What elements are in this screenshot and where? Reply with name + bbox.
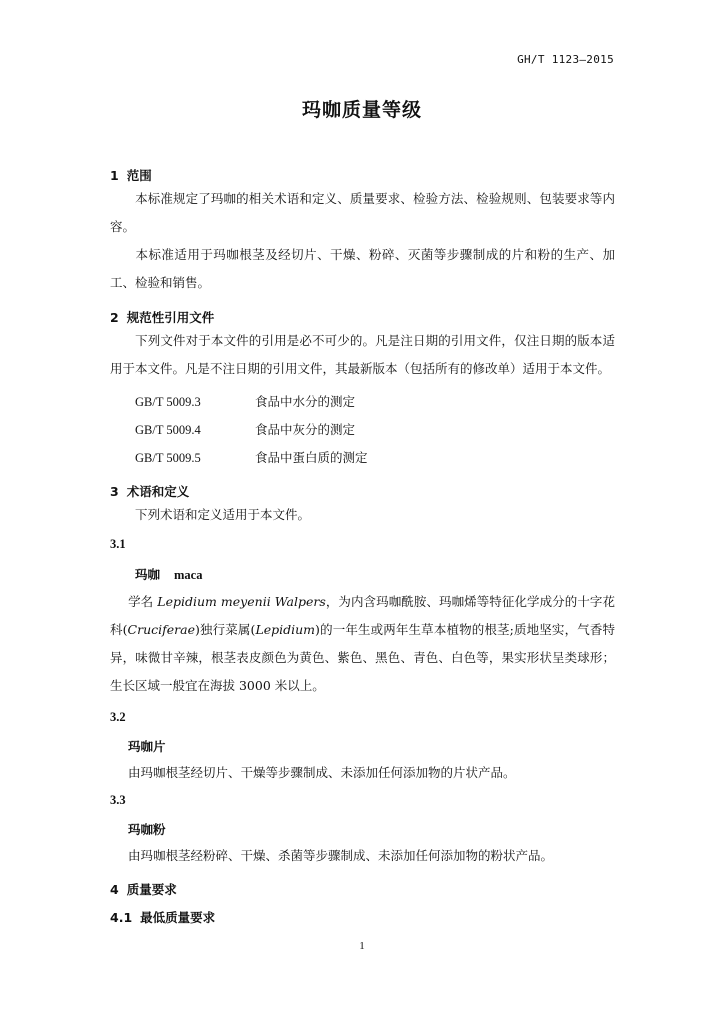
term-heading <box>128 820 166 838</box>
reference-code: GB/T 5009.3 <box>135 395 201 409</box>
section-title: 范围 <box>126 168 152 183</box>
term-chinese: 玛咖粉 <box>128 822 166 837</box>
definition-text: )的一年生或两年生草本植物的根茎;质地坚实，气香特异，味微甘辛辣，根茎表皮颜色为黄色、紫色、黑色、青色、白色等，果实形状呈类球形；生长区域一般宜在海拔 3000 米以上。 <box>110 622 615 693</box>
section-number: 3 <box>110 484 119 499</box>
definition-text: ，为内含玛咖酰胺、玛咖烯等特征化学成分的十字花科( <box>110 594 615 637</box>
term-heading <box>128 737 166 755</box>
term-english: maca <box>174 568 203 582</box>
section-2-paragraph-1 <box>110 327 615 383</box>
reference-item <box>135 448 368 466</box>
reference-item <box>135 392 355 410</box>
definition-text: )独行菜属( <box>194 622 256 637</box>
term-definition <box>110 759 615 787</box>
section-3-heading <box>110 482 189 500</box>
section-number: 1 <box>110 168 119 183</box>
section-number: 4.1 <box>110 910 133 925</box>
section-1-heading <box>110 166 152 184</box>
section-1-paragraph-1 <box>110 185 615 241</box>
section-title: 术语和定义 <box>126 484 190 499</box>
paragraph-text: 本标准规定了玛咖的相关术语和定义、质量要求、检验方法、检验规则、包装要求等内容。 <box>110 191 615 234</box>
term-chinese: 玛咖片 <box>128 739 166 754</box>
section-4-heading <box>110 880 177 898</box>
latin-genus: Lepidium <box>255 622 316 637</box>
page-number: 1 <box>359 940 365 952</box>
section-2-heading <box>110 308 214 326</box>
definition-text: 由玛咖根茎经切片、干燥等步骤制成、未添加任何添加物的片状产品。 <box>128 765 516 780</box>
standard-code: GH/T 1123—2015 <box>517 53 614 66</box>
term-heading <box>135 565 202 583</box>
paragraph-text: 本标准适用于玛咖根茎及经切片、干燥、粉碎、灭菌等步骤制成的片和粉的生产、加工、检验和销售。 <box>110 247 615 290</box>
term-number: 3.1 <box>110 537 126 551</box>
paragraph-text: 下列文件对于本文件的引用是必不可少的。凡是注日期的引用文件，仅注日期的版本适用于本文件。凡是不注日期的引用文件，其最新版本（包括所有的修改单）适用于本文件。 <box>110 333 615 376</box>
section-number: 4 <box>110 882 119 897</box>
term-chinese: 玛咖 <box>135 567 161 582</box>
reference-code: GB/T 5009.4 <box>135 423 201 437</box>
paragraph-text: 下列术语和定义适用于本文件。 <box>135 507 311 522</box>
reference-name: 食品中水分的测定 <box>255 394 356 409</box>
term-number: 3.3 <box>110 793 126 807</box>
latin-name: Lepidium meyenii Walpers <box>157 594 326 609</box>
section-1-paragraph-2 <box>110 241 615 297</box>
section-title: 最低质量要求 <box>140 910 216 925</box>
term-definition <box>110 842 615 870</box>
section-3-paragraph-1 <box>110 501 615 529</box>
definition-text: 由玛咖根茎经粉碎、干燥、杀菌等步骤制成、未添加任何添加物的粉状产品。 <box>128 848 554 863</box>
subsection-4-1-heading <box>110 908 215 926</box>
term-definition <box>110 588 615 700</box>
reference-name: 食品中灰分的测定 <box>255 422 356 437</box>
term-number: 3.2 <box>110 710 126 724</box>
section-title: 质量要求 <box>126 882 177 897</box>
section-title: 规范性引用文件 <box>126 310 215 325</box>
definition-text: 学名 <box>128 594 158 609</box>
latin-family: Cruciferae <box>127 622 195 637</box>
reference-code: GB/T 5009.5 <box>135 451 201 465</box>
reference-item <box>135 420 355 438</box>
document-title: 玛咖质量等级 <box>301 99 422 121</box>
reference-name: 食品中蛋白质的测定 <box>255 450 368 465</box>
section-number: 2 <box>110 310 119 325</box>
